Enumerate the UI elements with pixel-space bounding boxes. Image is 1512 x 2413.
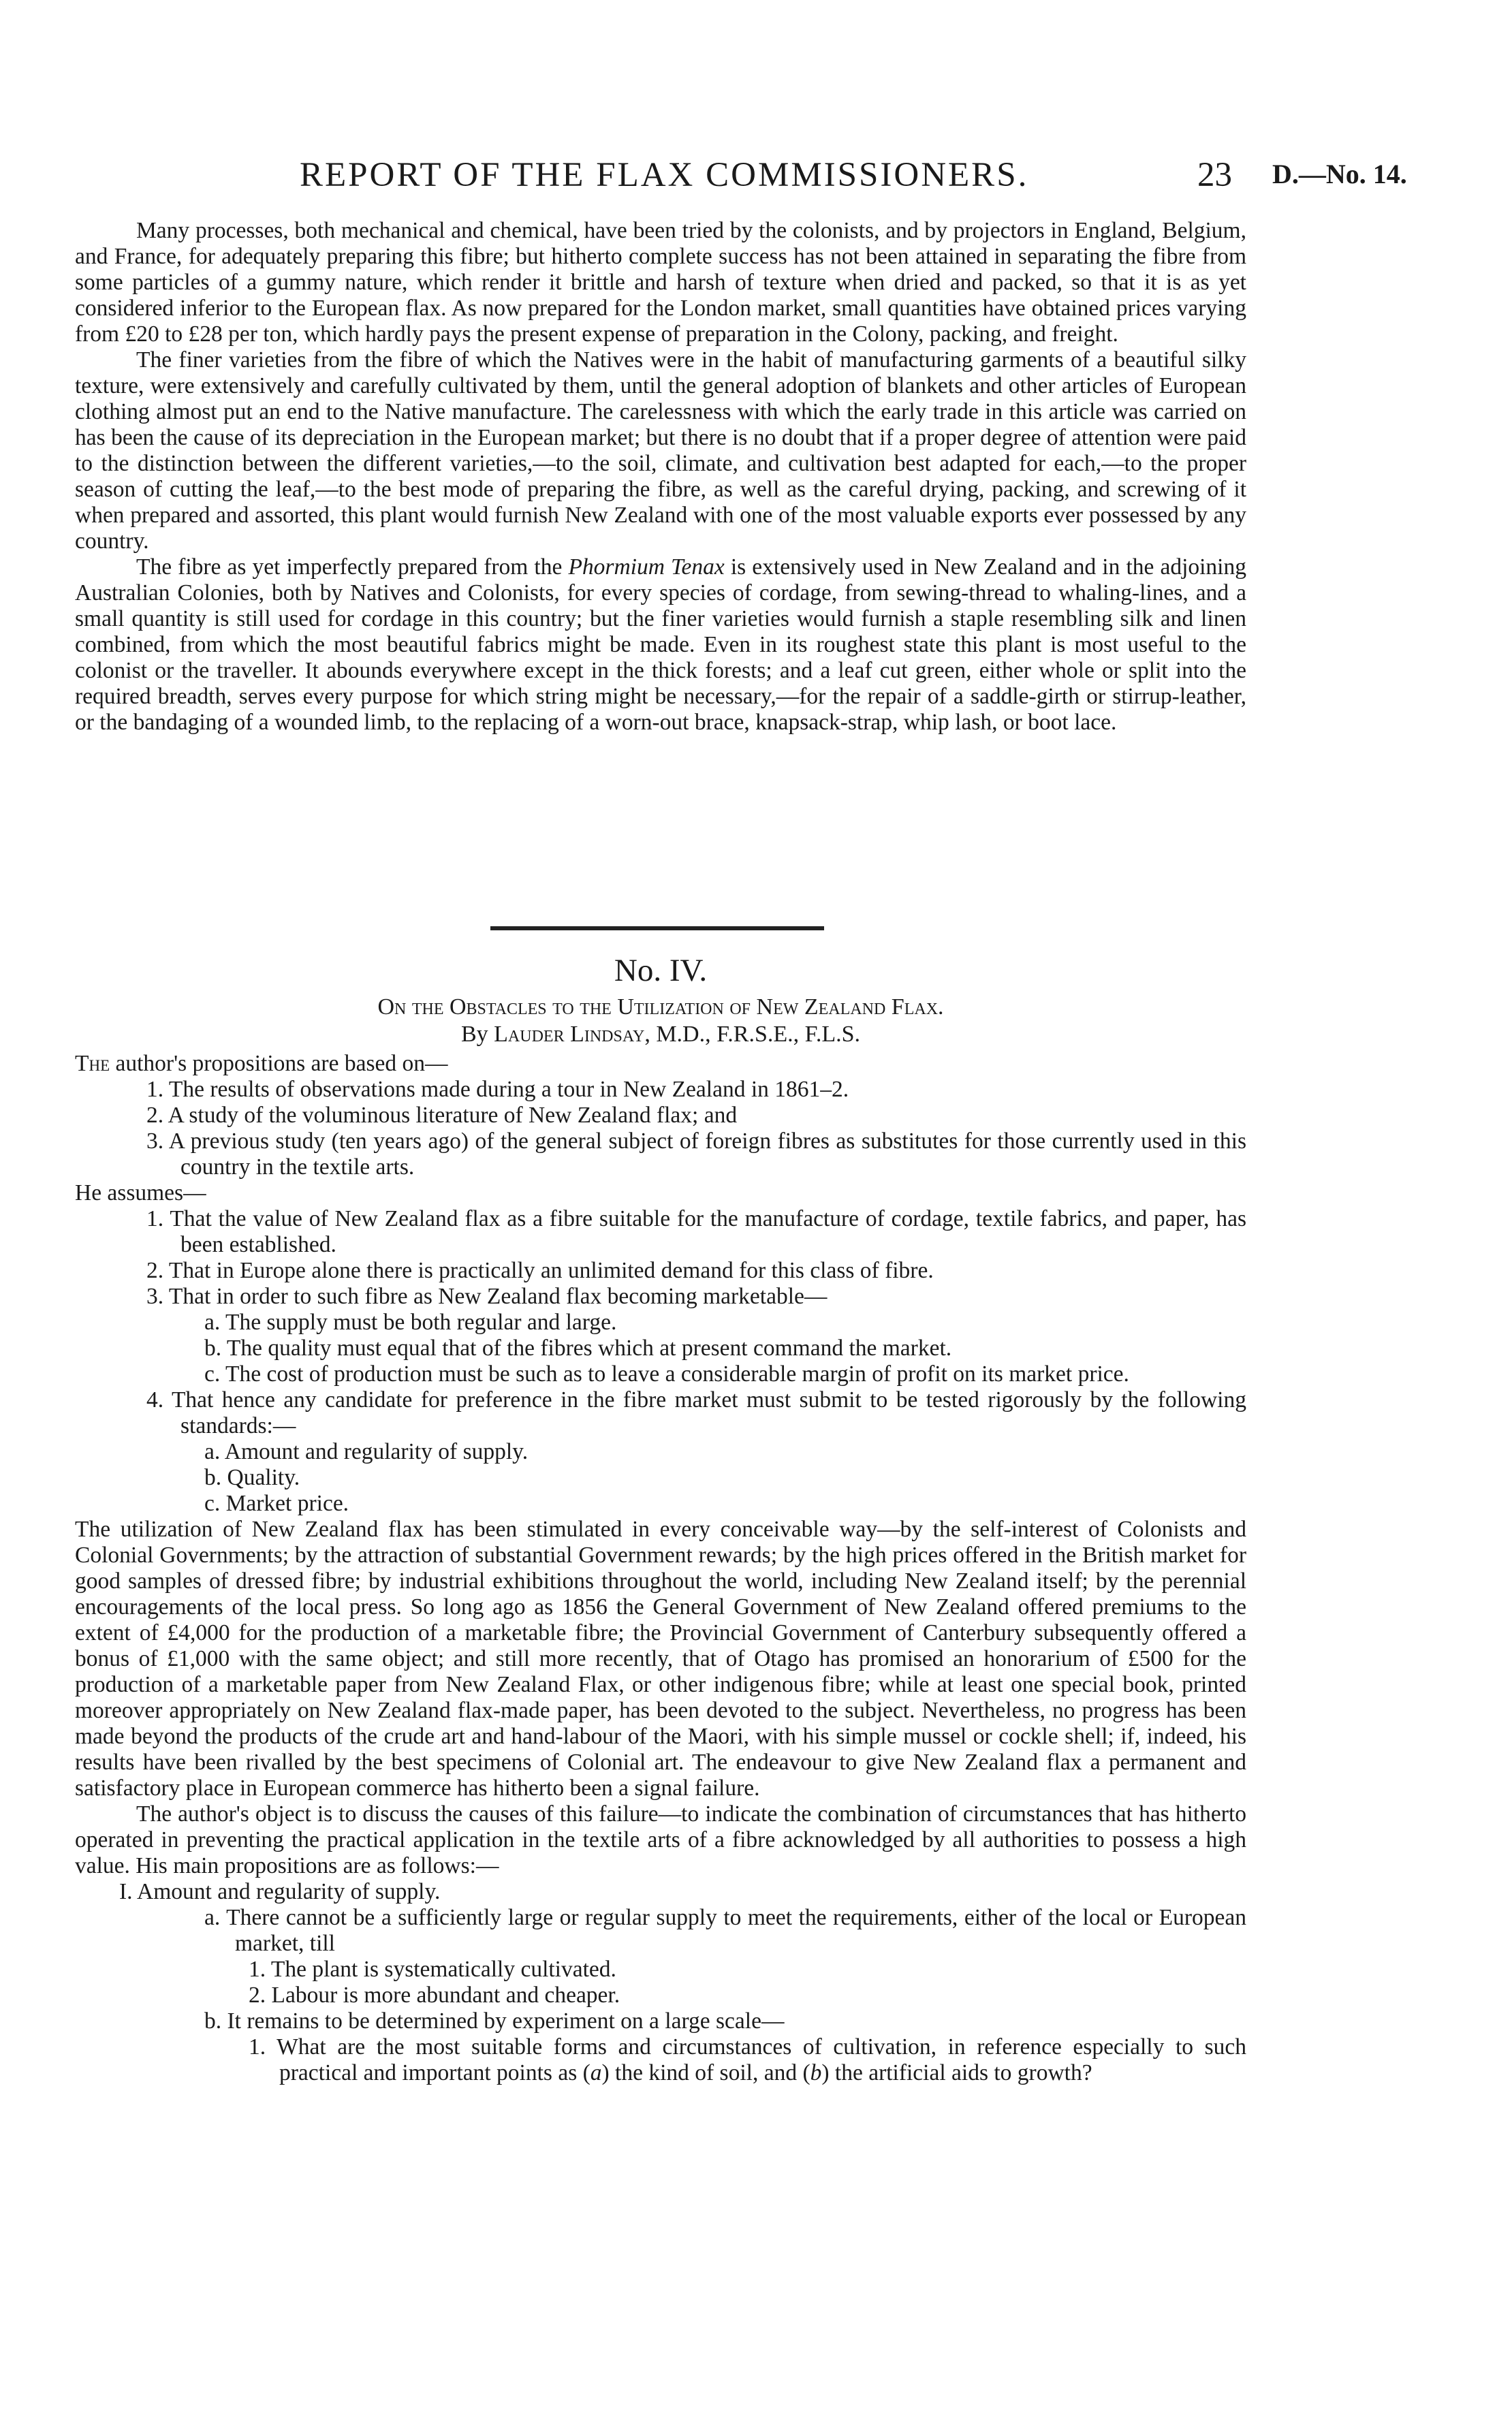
- paragraph-processes: Many processes, both mechanical and chemical, have been tried by the colonists, and by projectors in England, Belgium, and France, for adequately preparing this fibre; but hitherto complete success has not been attained in separating the fibre from some particles of a gummy nature, which render it brittle and harsh of texture when dried and packed, so that it is as yet considered inferior to the European flax. As now prepared for the London market, small quantities have obtained prices varying from £20 to £28 per ton, which hardly pays the present expense of preparation in the Colony, packing, and freight.: [75, 218, 1246, 347]
- paragraph-utilization: The utilization of New Zealand flax has been stimulated in every conceivable way—by the self-interest of Colonists and Colonial Governments; by the attraction of substantial Government rewards; by the high prices offered in the British market for good samples of dressed fibre; by industrial exhibitions throughout the world, including New Zealand itself; by the perennial encouragements of the local press. So long ago as 1856 the General Government of New Zealand offered premiums to the extent of £4,000 for the production of a marketable fibre; the Provincial Government of Canterbury subsequently offered a bonus of £1,000 with the same object; and still more recently, that of Otago has promised an honorarium of £500 for the production of a marketable paper from New Zealand Flax, or other indigenous fibre; while at least one special book, printed moreover appropriately on New Zealand flax-made paper, has been devoted to the subject. Nevertheless, no progress has been made beyond the products of the crude art and hand-labour of the Maori, with his simple mussel or cockle shell; if, indeed, his results have been rivalled by the best specimens of Colonial art. The endeavour to give New Zealand flax a permanent and satisfactory place in European commerce has hitherto been a signal failure.: [75, 1517, 1246, 1801]
- running-header: [0, 155, 1512, 203]
- item-letter: a: [590, 2060, 602, 2085]
- species-name: Phormium Tenax: [568, 554, 725, 580]
- item-text: 1. What are the most suitable forms and circumstances of cultivation, in reference especially to such practical and important points as (: [249, 2034, 1246, 2085]
- list-item: 3. That in order to such fibre as New Zealand flax becoming marketable—: [146, 1284, 828, 1309]
- propositions-lead: [75, 1051, 1246, 1077]
- item-text: ) the artificial aids to growth?: [821, 2060, 1092, 2085]
- list-item: 2. That in Europe alone there is practically an unlimited demand for this class of fibre.: [146, 1258, 934, 1283]
- intro-text: [75, 218, 1246, 736]
- sub-sub-list-item: [75, 2034, 1246, 2086]
- list-item: 4. That hence any candidate for preference in the fibre market must submit to be tested rigorously by the following standards:—: [146, 1387, 1246, 1438]
- paragraph-finer-varieties: The finer varieties from the fibre of which the Natives were in the habit of manufacturing garments of a beautiful silky texture, were extensively and carefully cultivated by them, until the general adoption of blankets and other articles of European clothing almost put an end to the Native manufacture. The carelessness with which the early trade in this article was carried on has been the cause of its depreciation in the European market; but there is no doubt that if a proper degree of attention were paid to the distinction between the different varieties,—to the soil, climate, and cultivation best adapted for each,—to the proper season of cutting the leaf,—to the best mode of preparing the fibre, as well as the careful drying, packing, and screwing of it when prepared and assorted, this plant would furnish New Zealand with one of the most valuable exports ever possessed by any country.: [75, 347, 1246, 554]
- paragraph-text: is extensively used in New Zealand and in the adjoining Australian Colonies, both by Natives and Colonists, for every species of cordage, from sewing-thread to whaling-lines, and a small quantity is still used for cordage in this country; but the finer varieties would furnish a staple resembling silk and linen combined, from which the most beautiful fabrics might be made. Even in its roughest state this plant is most useful to the colonist or the traveller. It abounds everywhere except in the thick forests; and a leaf cut green, either whole or split into the required breadth, serves every purpose for which string might be necessary,—for the repair of a saddle-girth or stirrup-leather, or the bandaging of a wounded limb, to the replacing of a worn-out brace, knapsack-strap, whip lash, or boot lace.: [75, 554, 1246, 735]
- sub-list-item: b. It remains to be determined by experiment on a large scale—: [204, 2008, 785, 2034]
- list-item: 1. The results of observations made during a tour in New Zealand in 1861–2.: [146, 1077, 849, 1102]
- sub-list-item: b. The quality must equal that of the fibres which at present command the market.: [204, 1336, 952, 1361]
- item-letter: b: [810, 2060, 822, 2085]
- list-item: 3. A previous study (ten years ago) of the general subject of foreign fibres as substitutes for those currently used in this country in the textile arts.: [146, 1129, 1246, 1180]
- list-item: 1. That the value of New Zealand flax as a fibre suitable for the manufacture of cordage, textile fabrics, and paper, has been established.: [146, 1206, 1246, 1257]
- assumes-lead: He assumes—: [75, 1180, 206, 1205]
- section-number: No. IV.: [614, 953, 708, 988]
- paragraph-text: The fibre as yet imperfectly prepared from the: [136, 554, 569, 580]
- proposition-heading: I. Amount and regularity of supply.: [119, 1879, 441, 1904]
- sub-list-item: c. Market price.: [204, 1491, 349, 1516]
- author-credentials: , M.D., F.R.S.E., F.L.S.: [644, 1022, 861, 1047]
- lead-word: The: [75, 1051, 110, 1076]
- author-prefix: By: [460, 1022, 494, 1047]
- sub-list-item: a. Amount and regularity of supply.: [204, 1439, 529, 1464]
- section-divider: [490, 926, 824, 930]
- sub-list-item: b. Quality.: [204, 1465, 300, 1490]
- section-no-iv: [75, 950, 1246, 2086]
- sub-sub-list-item: 1. The plant is systematically cultivated.: [249, 1957, 616, 1982]
- paragraph-object: The author's object is to discuss the causes of this failure—to indicate the combination of circumstances that has hitherto operated in preventing the practical application in the textile arts of a fibre acknowledged by all authorities to possess a high value. His main propositions are as follows:—: [75, 1801, 1246, 1878]
- paragraph-phormium: [75, 554, 1246, 736]
- sub-list-item: a. There cannot be a sufficiently large or regular supply to meet the requirements, either of the local or European market, till: [204, 1905, 1246, 1956]
- author-name: Lauder Lindsay: [494, 1022, 645, 1047]
- sub-sub-list-item: 2. Labour is more abundant and cheaper.: [249, 1983, 620, 2008]
- page-number: 23: [1197, 156, 1232, 194]
- author-line: [75, 1021, 1246, 1048]
- report-title: REPORT OF THE FLAX COMMISSIONERS.: [300, 156, 1029, 194]
- sub-list-item: c. The cost of production must be such as to leave a considerable margin of profit on its market price.: [204, 1361, 1129, 1387]
- lead-text: author's propositions are based on—: [110, 1051, 448, 1076]
- document-reference: D.—No. 14.: [1272, 159, 1407, 189]
- sub-list-item: a. The supply must be both regular and large.: [204, 1310, 617, 1335]
- section-subtitle: On the Obstacles to the Utilization of New Zealand Flax.: [377, 994, 944, 1020]
- list-item: 2. A study of the voluminous literature of New Zealand flax; and: [146, 1103, 738, 1128]
- item-text: ) the kind of soil, and (: [601, 2060, 810, 2085]
